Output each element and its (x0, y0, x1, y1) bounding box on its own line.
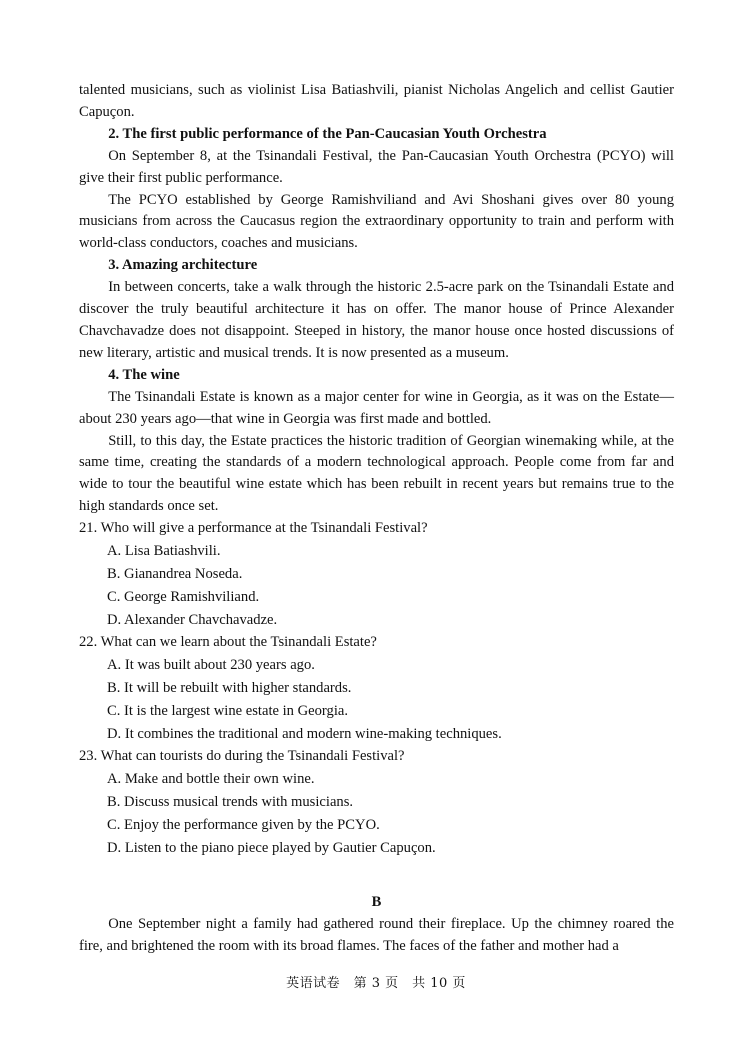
page-footer: 英语试卷 第 3 页 共 10 页 (286, 976, 466, 991)
paragraph-pcyo-1: On September 8, at the Tsinandali Festival, the Pan-Caucasian Youth Orchestra (PCYO) will give their first public performance. (79, 147, 674, 186)
answer-option: C. It is the largest wine estate in Georgia. (107, 702, 349, 719)
answer-option: D. Alexander Chavchavadze. (107, 612, 278, 629)
passage-content (79, 80, 674, 958)
answer-option: D. It combines the traditional and modern wine-making techniques. (107, 725, 502, 742)
question-22 (79, 632, 674, 746)
question-stem: 23. What can tourists do during the Tsinandali Festival? (79, 747, 405, 764)
answer-option: A. Make and bottle their own wine. (107, 770, 315, 787)
section-heading-pcyo: 2. The first public performance of the Pan-Caucasian Youth Orchestra (108, 125, 547, 142)
answer-option: B. Gianandrea Noseda. (107, 566, 243, 583)
answer-option: B. It will be rebuilt with higher standards. (107, 679, 352, 696)
section-b-paragraph: One September night a family had gathered round their fireplace. Up the chimney roared the fire, and brightened the room with its broad flames. The faces of the father and mother had a (79, 915, 674, 954)
question-21 (79, 518, 674, 632)
answer-option: A. It was built about 230 years ago. (107, 656, 315, 673)
section-heading-architecture: 3. Amazing architecture (108, 257, 258, 274)
answer-option: C. Enjoy the performance given by the PCYO. (107, 816, 380, 833)
section-b-title: B (371, 893, 382, 910)
answer-option: A. Lisa Batiashvili. (107, 543, 221, 560)
paragraph-wine-2: Still, to this day, the Estate practices the historic tradition of Georgian winemaking while, at the same time, creating the standards of a modern technological approach. People come from far and wide to tour the beautiful wine estate which has been rebuilt in recent years but remains true to the high standards once set. (79, 432, 674, 515)
answer-option: B. Discuss musical trends with musicians. (107, 793, 354, 810)
paragraph-wine-1: The Tsinandali Estate is known as a major center for wine in Georgia, as it was on the Estate—about 230 years ago—that wine in Georgia was first made and bottled. (79, 388, 674, 427)
answer-option: C. George Ramishviliand. (107, 589, 260, 606)
paragraph-architecture: In between concerts, take a walk through the historic 2.5-acre park on the Tsinandali Estate and discover the truly beautiful architecture it has on offer. The manor house of Prince Alexander Chavchavadze does not disappoint. Steeped in history, the manor house once hosted discussions of new literary, artistic and musical trends. It is now presented as a museum. (79, 279, 674, 361)
question-stem: 21. Who will give a performance at the Tsinandali Festival? (79, 520, 428, 537)
intro-tail-paragraph: talented musicians, such as violinist Lisa Batiashvili, pianist Nicholas Angelich and cellist Gautier Capuçon. (79, 82, 674, 120)
section-heading-wine: 4. The wine (108, 366, 180, 383)
question-23 (79, 746, 674, 860)
answer-option: D. Listen to the piano piece played by Gautier Capuçon. (107, 839, 436, 856)
paragraph-pcyo-2: The PCYO established by George Ramishviliand and Avi Shoshani gives over 80 young musicians from across the Caucasus region the extraordinary opportunity to train and perform with world-class conductors, coaches and musicians. (79, 191, 674, 252)
question-stem: 22. What can we learn about the Tsinandali Estate? (79, 634, 377, 651)
